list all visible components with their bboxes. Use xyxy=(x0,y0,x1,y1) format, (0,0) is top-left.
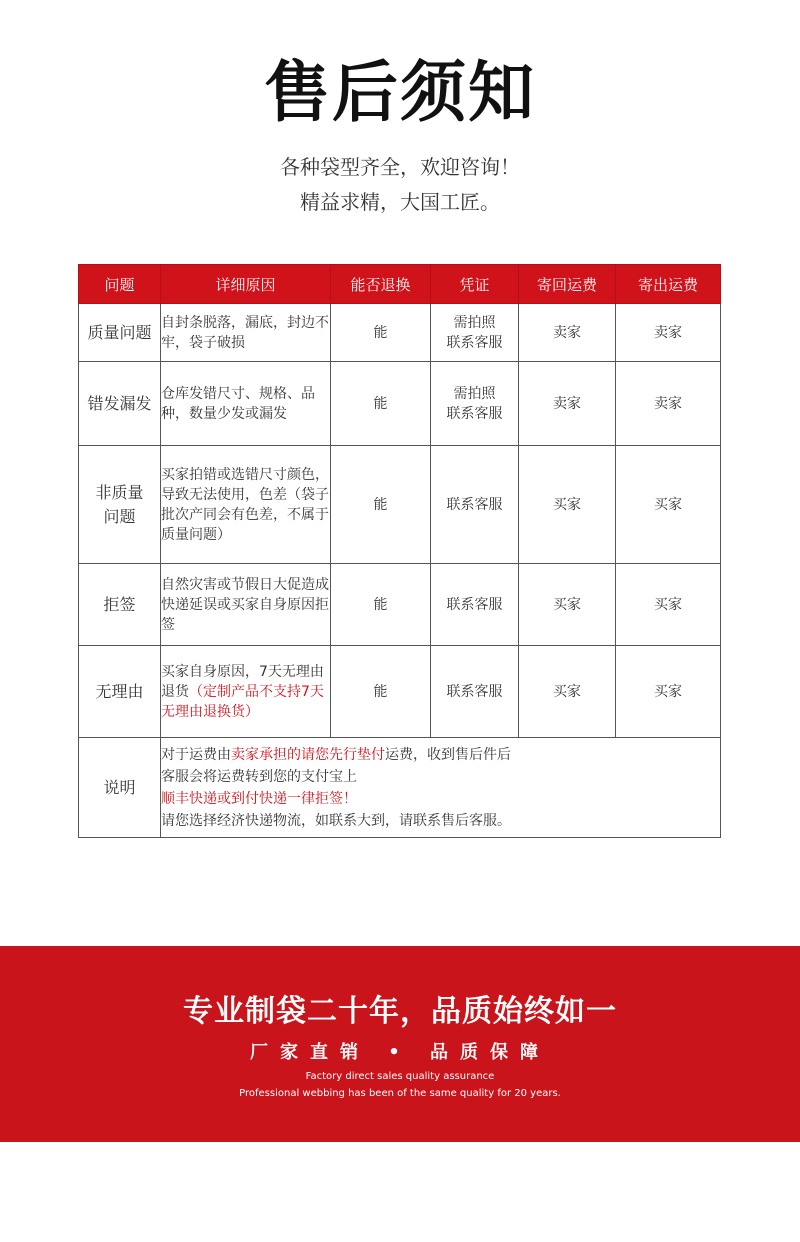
ship-out-cell: 买家 xyxy=(616,646,721,738)
footer-banner xyxy=(0,946,800,1142)
note-cell xyxy=(161,738,721,838)
ship-out-cell: 买家 xyxy=(616,446,721,564)
issue-cell: 非质量 问题 xyxy=(79,446,161,564)
detail-cell xyxy=(161,646,331,738)
subtitle-line-1: 各种袋型齐全，欢迎咨询！ xyxy=(280,155,520,179)
ship-back-cell: 卖家 xyxy=(519,304,616,362)
proof-cell: 联系客服 xyxy=(431,646,519,738)
banner-english-line-1: Factory direct sales quality assurance xyxy=(305,1071,495,1082)
ship-out-cell: 卖家 xyxy=(616,304,721,362)
table-header-row xyxy=(79,265,721,304)
banner-english-line-2: Professional webbing has been of the same quality for 20 years. xyxy=(239,1088,561,1099)
subtitle-line-2: 精益求精，大国工匠。 xyxy=(300,190,500,214)
proof-cell: 需拍照 联系客服 xyxy=(431,362,519,446)
return-cell: 能 xyxy=(331,362,431,446)
note-warning-text: 卖家承担的请您先行垫付 xyxy=(231,746,385,763)
return-cell: 能 xyxy=(331,646,431,738)
ship-out-cell: 买家 xyxy=(616,564,721,646)
column-header: 详细原因 xyxy=(161,265,331,304)
issue-cell: 无理由 xyxy=(79,646,161,738)
proof-cell: 联系客服 xyxy=(431,564,519,646)
return-cell: 能 xyxy=(331,564,431,646)
column-header: 寄回运费 xyxy=(519,265,616,304)
note-label: 说明 xyxy=(79,738,161,838)
page-title: 售后须知 xyxy=(264,53,536,131)
detail-cell: 仓库发错尺寸、规格、品种，数量少发或漏发 xyxy=(161,362,331,446)
table-row xyxy=(79,646,721,738)
ship-out-cell: 卖家 xyxy=(616,362,721,446)
detail-cell: 自然灾害或节假日大促造成快递延误或买家自身原因拒签 xyxy=(161,564,331,646)
note-line-2: 客服会将运费转到您的支付宝上 xyxy=(161,768,357,785)
issue-cell: 拒签 xyxy=(79,564,161,646)
issue-cell: 质量问题 xyxy=(79,304,161,362)
return-cell: 能 xyxy=(331,446,431,564)
table-row xyxy=(79,446,721,564)
note-line-3: 顺丰快递或到付快递一律拒签！ xyxy=(161,790,357,807)
banner-headline: 专业制袋二十年，品质始终如一 xyxy=(183,994,617,1029)
banner-slogan: 厂家直销 • 品质保障 xyxy=(249,1042,551,1063)
column-header: 问题 xyxy=(79,265,161,304)
detail-cell: 买家拍错或选错尺寸颜色，导致无法使用，色差（袋子批次产同会有色差，不属于质量问题） xyxy=(161,446,331,564)
return-cell: 能 xyxy=(331,304,431,362)
table-row xyxy=(79,362,721,446)
ship-back-cell: 卖家 xyxy=(519,362,616,446)
note-row xyxy=(79,738,721,838)
proof-cell: 需拍照 联系客服 xyxy=(431,304,519,362)
note-line-4: 请您选择经济快递物流，如联系大到，请联系售后客服。 xyxy=(161,812,511,829)
column-header: 凭证 xyxy=(431,265,519,304)
ship-back-cell: 买家 xyxy=(519,446,616,564)
table-row xyxy=(79,304,721,362)
issue-cell: 错发漏发 xyxy=(79,362,161,446)
ship-back-cell: 买家 xyxy=(519,564,616,646)
table-row xyxy=(79,564,721,646)
detail-warning-text: （定制产品不支持7天无理由退换货） xyxy=(161,683,324,720)
detail-cell: 自封条脱落，漏底，封边不牢，袋子破损 xyxy=(161,304,331,362)
ship-back-cell: 买家 xyxy=(519,646,616,738)
note-text: 运费，收到售后件后 xyxy=(385,746,511,763)
proof-cell: 联系客服 xyxy=(431,446,519,564)
detail-text: 买家自身原因，7天无理由退货 xyxy=(161,663,324,700)
note-line-1 xyxy=(161,744,720,766)
column-header: 能否退换 xyxy=(331,265,431,304)
note-text: 对于运费由 xyxy=(161,746,231,763)
after-sales-table xyxy=(78,264,721,838)
column-header: 寄出运费 xyxy=(616,265,721,304)
